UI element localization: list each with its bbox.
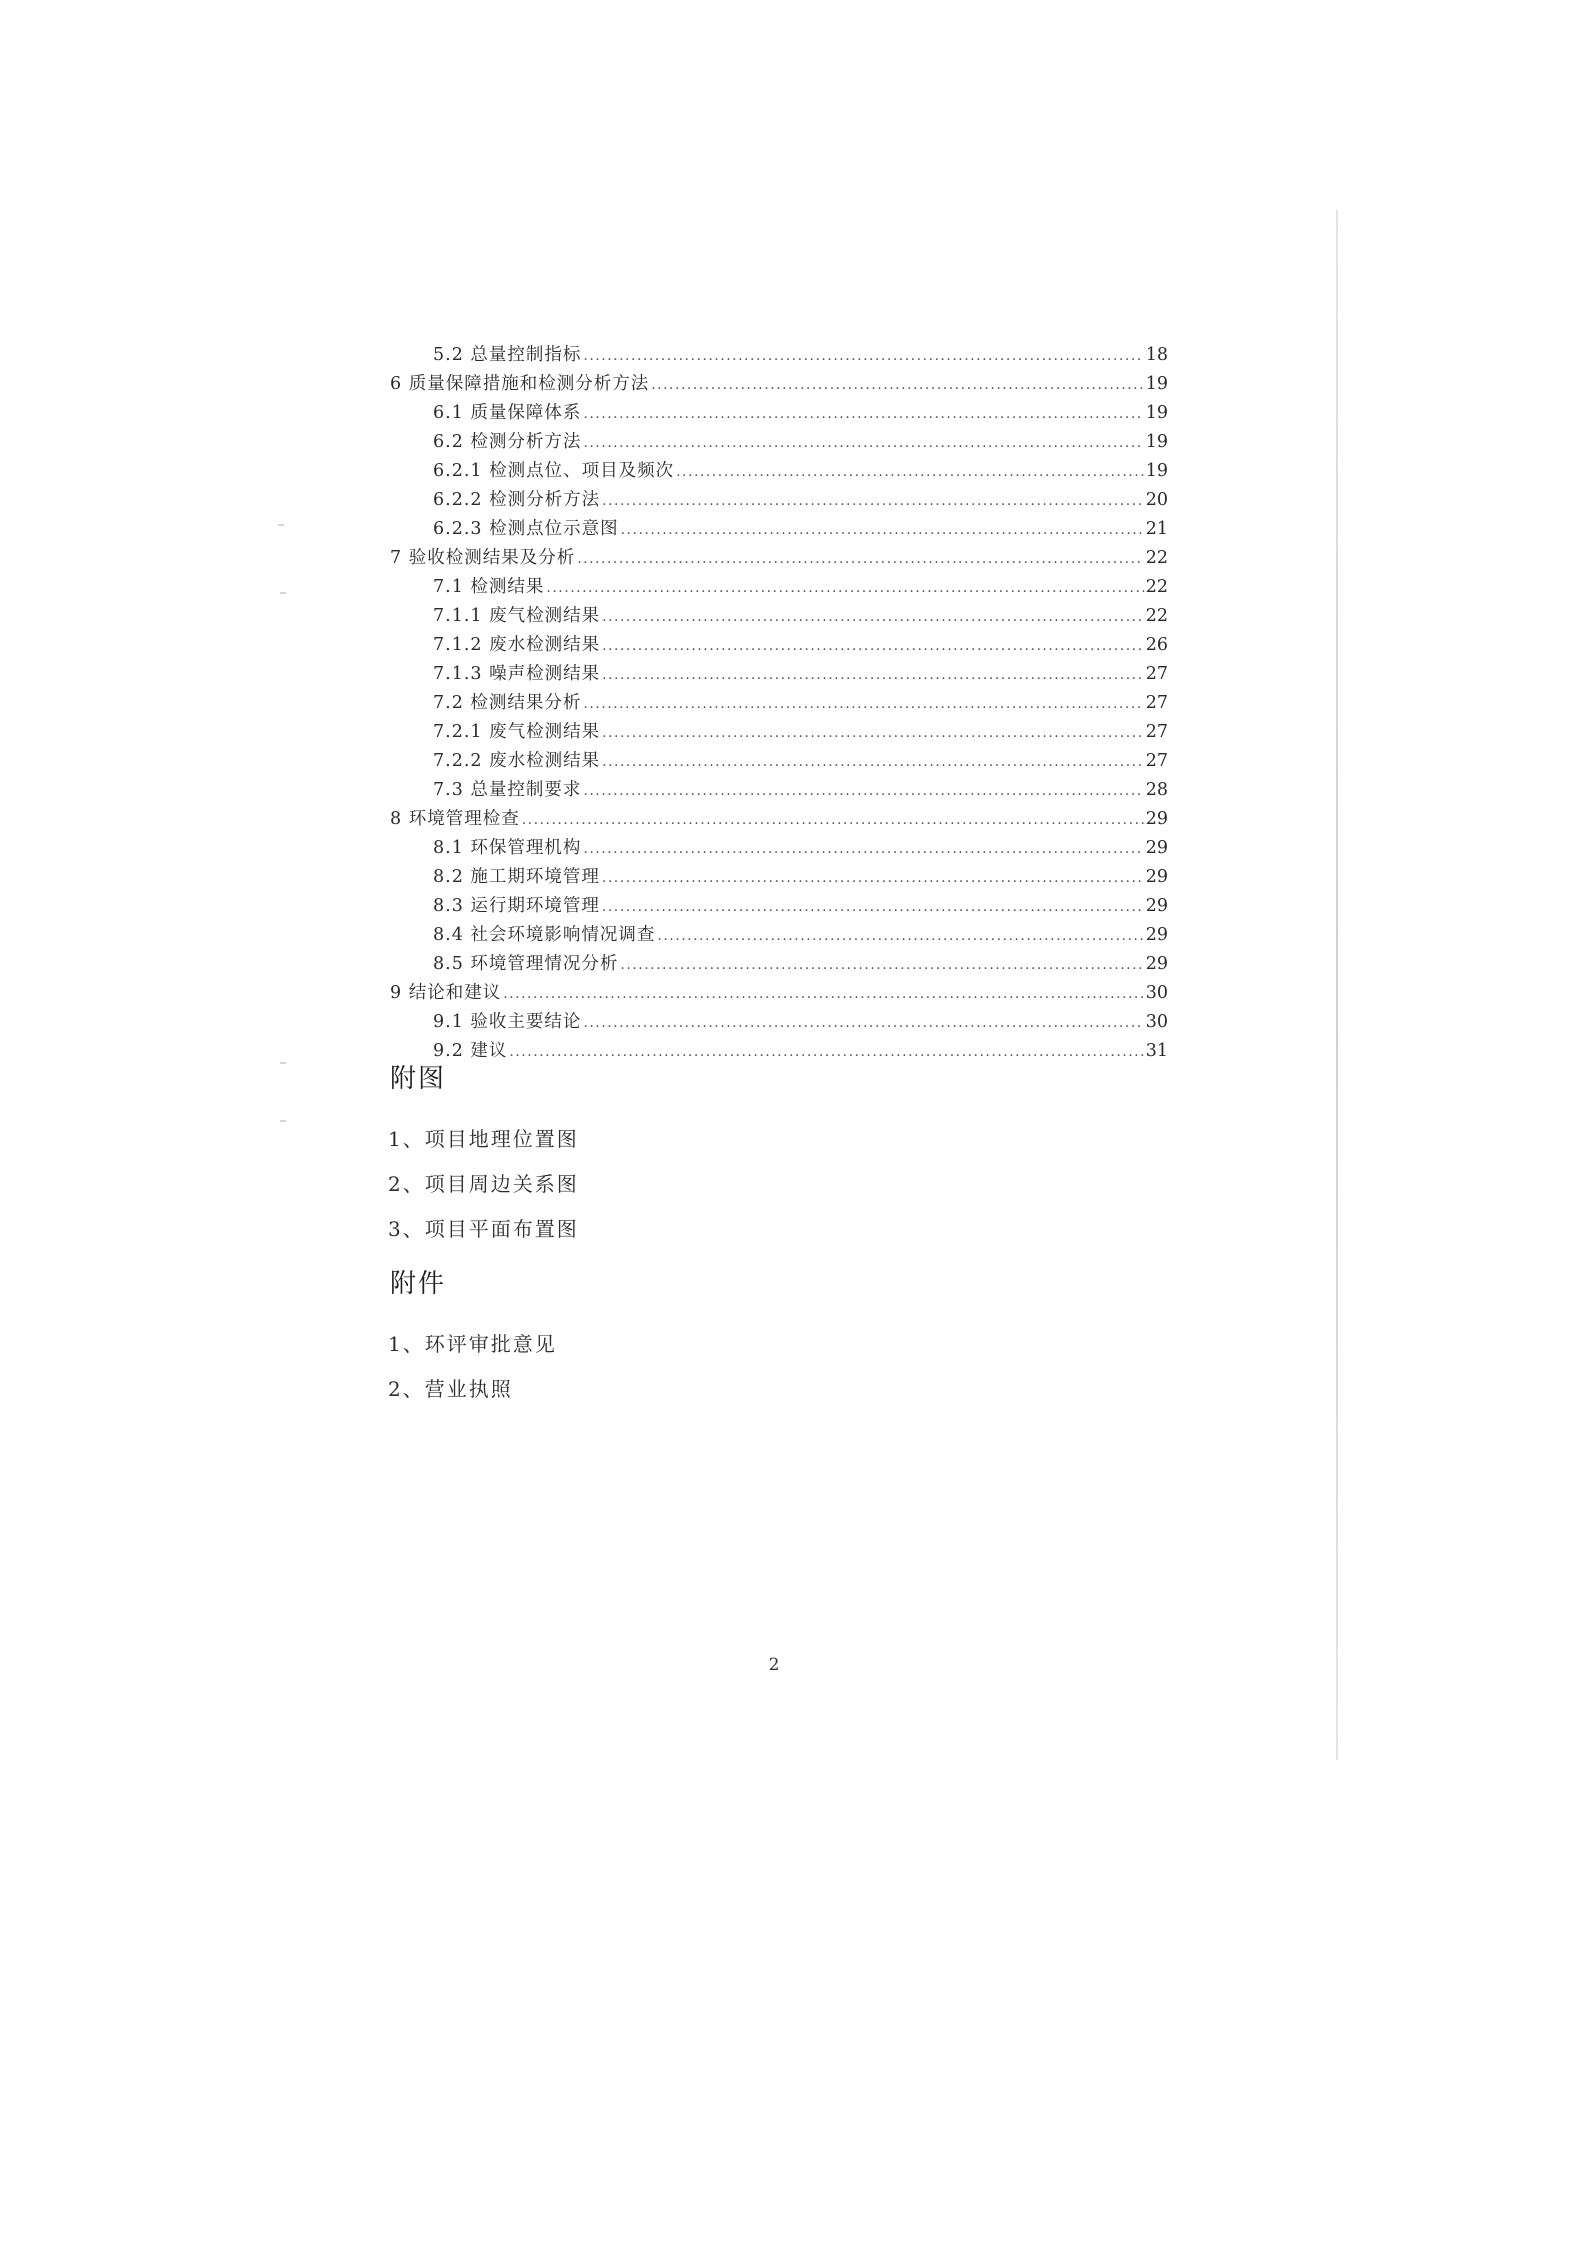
toc-dot-leader <box>657 922 1143 951</box>
toc-entry-title: 6.1 质量保障体系 <box>433 403 582 423</box>
toc-entry-page: 31 <box>1145 1041 1168 1061</box>
attachment-item: 1、环评审批意见 <box>388 1332 557 1356</box>
figures-heading: 附图 <box>390 1064 447 1094</box>
toc-entry-title: 8.2 施工期环境管理 <box>433 867 600 887</box>
figure-item: 2、项目周边关系图 <box>388 1172 579 1196</box>
toc-entry[interactable] <box>390 341 1168 370</box>
toc-entry-title: 9.1 验收主要结论 <box>433 1012 582 1032</box>
toc-entry-title: 7.2.2 废水检测结果 <box>433 751 601 771</box>
toc-entry[interactable] <box>390 892 1168 921</box>
toc-entry[interactable] <box>390 457 1168 486</box>
attachments-list <box>388 1322 557 1412</box>
toc-dot-leader <box>583 1009 1143 1038</box>
toc-entry-title: 7.1.2 废水检测结果 <box>433 635 601 655</box>
toc-dot-leader <box>503 980 1144 1009</box>
toc-entry[interactable] <box>390 979 1168 1008</box>
toc-entry[interactable] <box>390 1008 1168 1037</box>
toc-entry-title: 6.2.2 检测分析方法 <box>433 490 601 510</box>
toc-entry-page: 21 <box>1145 519 1168 539</box>
toc-entry-page: 29 <box>1145 925 1168 945</box>
toc-dot-leader <box>602 893 1144 922</box>
toc-entry-page: 29 <box>1145 809 1168 829</box>
toc-dot-leader <box>583 400 1143 429</box>
toc-dot-leader <box>651 371 1144 400</box>
toc-dot-leader <box>546 574 1143 603</box>
toc-entry-page: 27 <box>1145 664 1168 684</box>
toc-entry-page: 27 <box>1145 722 1168 742</box>
toc-dot-leader <box>583 690 1143 719</box>
toc-entry[interactable] <box>390 747 1168 776</box>
toc-entry-title: 5.2 总量控制指标 <box>433 345 582 365</box>
toc-entry[interactable] <box>390 631 1168 660</box>
toc-dot-leader <box>602 603 1144 632</box>
toc-entry-title: 8 环境管理检查 <box>390 809 520 829</box>
toc-dot-leader <box>620 951 1143 980</box>
figure-item: 1、项目地理位置图 <box>388 1127 579 1151</box>
page-number: 2 <box>768 1655 780 1675</box>
toc-entry-page: 27 <box>1145 751 1168 771</box>
toc-dot-leader <box>583 835 1143 864</box>
toc-dot-leader <box>602 661 1144 690</box>
toc-entry-title: 8.1 环保管理机构 <box>433 838 582 858</box>
toc-dot-leader <box>602 632 1144 661</box>
toc-entry-title: 7 验收检测结果及分析 <box>390 548 576 568</box>
toc-entry-title: 8.4 社会环境影响情况调查 <box>433 925 656 945</box>
toc-dot-leader <box>509 1038 1143 1067</box>
scan-edge-line <box>1336 210 1338 1760</box>
figure-item: 3、项目平面布置图 <box>388 1217 579 1241</box>
scan-speck <box>278 524 284 526</box>
toc-dot-leader <box>602 864 1144 893</box>
scan-speck <box>280 1120 286 1122</box>
attachment-item: 2、营业执照 <box>388 1377 513 1401</box>
toc-entry-title: 9 结论和建议 <box>390 983 502 1003</box>
toc-entry-title: 6 质量保障措施和检测分析方法 <box>390 374 650 394</box>
toc-entry-title: 6.2.3 检测点位示意图 <box>433 519 619 539</box>
toc-entry[interactable] <box>390 370 1168 399</box>
toc-entry-title: 7.1.3 噪声检测结果 <box>433 664 601 684</box>
toc-entry-page: 20 <box>1145 490 1168 510</box>
toc-entry[interactable] <box>390 805 1168 834</box>
toc-entry-page: 29 <box>1145 896 1168 916</box>
toc-entry[interactable] <box>390 950 1168 979</box>
toc-entry-page: 29 <box>1145 867 1168 887</box>
toc-entry-title: 8.3 运行期环境管理 <box>433 896 600 916</box>
toc-entry[interactable] <box>390 573 1168 602</box>
toc-entry-page: 26 <box>1145 635 1168 655</box>
scan-speck <box>280 1062 286 1064</box>
toc-dot-leader <box>583 777 1143 806</box>
attachments-heading: 附件 <box>390 1269 447 1299</box>
toc-entry[interactable] <box>390 776 1168 805</box>
toc-dot-leader <box>583 342 1143 371</box>
toc-entry-title: 7.2 检测结果分析 <box>433 693 582 713</box>
toc-dot-leader <box>602 487 1144 516</box>
toc-entry[interactable] <box>390 660 1168 689</box>
table-of-contents <box>390 341 1168 1066</box>
toc-entry-title: 7.3 总量控制要求 <box>433 780 582 800</box>
toc-entry-page: 29 <box>1145 838 1168 858</box>
toc-entry[interactable] <box>390 486 1168 515</box>
toc-entry-title: 8.5 环境管理情况分析 <box>433 954 619 974</box>
toc-entry[interactable] <box>390 834 1168 863</box>
toc-entry-title: 9.2 建议 <box>433 1041 508 1061</box>
toc-entry-page: 30 <box>1145 983 1168 1003</box>
toc-entry-page: 29 <box>1145 954 1168 974</box>
toc-entry-page: 22 <box>1145 548 1168 568</box>
toc-entry[interactable] <box>390 544 1168 573</box>
toc-dot-leader <box>522 806 1144 835</box>
toc-entry[interactable] <box>390 1037 1168 1066</box>
toc-dot-leader <box>583 429 1143 458</box>
toc-entry[interactable] <box>390 515 1168 544</box>
toc-dot-leader <box>602 719 1144 748</box>
toc-entry-page: 19 <box>1145 374 1168 394</box>
toc-entry-title: 7.2.1 废气检测结果 <box>433 722 601 742</box>
toc-entry-page: 19 <box>1145 403 1168 423</box>
toc-dot-leader <box>621 516 1144 545</box>
toc-entry[interactable] <box>390 399 1168 428</box>
toc-entry-page: 18 <box>1145 345 1168 365</box>
toc-entry-title: 6.2.1 检测点位、项目及频次 <box>433 461 675 481</box>
figures-list <box>388 1117 579 1252</box>
toc-entry-page: 27 <box>1145 693 1168 713</box>
toc-entry[interactable] <box>390 428 1168 457</box>
toc-entry[interactable] <box>390 689 1168 718</box>
toc-entry-page: 28 <box>1145 780 1168 800</box>
toc-dot-leader <box>577 545 1144 574</box>
toc-entry-page: 22 <box>1145 577 1168 597</box>
toc-entry-title: 7.1 检测结果 <box>433 577 545 597</box>
toc-dot-leader <box>676 458 1144 487</box>
scan-speck <box>280 592 286 594</box>
toc-entry-page: 19 <box>1145 432 1168 452</box>
toc-entry[interactable] <box>390 863 1168 892</box>
toc-entry-title: 6.2 检测分析方法 <box>433 432 582 452</box>
toc-dot-leader <box>602 748 1144 777</box>
toc-entry[interactable] <box>390 718 1168 747</box>
toc-entry-page: 30 <box>1145 1012 1168 1032</box>
toc-entry[interactable] <box>390 602 1168 631</box>
toc-entry-page: 22 <box>1145 606 1168 626</box>
toc-entry-title: 7.1.1 废气检测结果 <box>433 606 601 626</box>
toc-entry[interactable] <box>390 921 1168 950</box>
toc-entry-page: 19 <box>1145 461 1168 481</box>
